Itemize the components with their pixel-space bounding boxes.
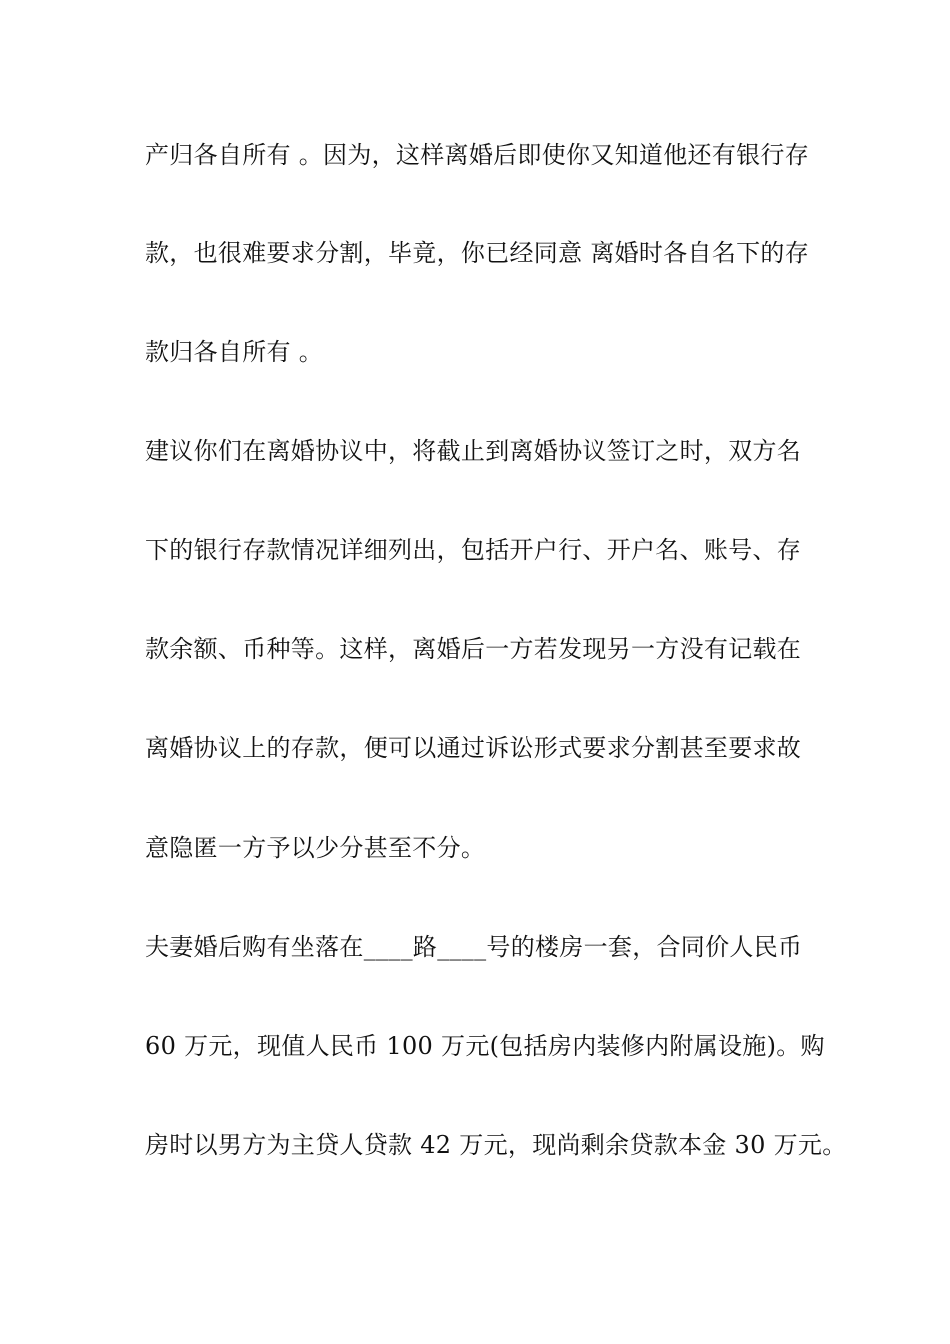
- paragraph-line: 60 万元，现值人民币 100 万元(包括房内装修内附属设施)。购: [145, 1032, 825, 1060]
- paragraph-line: 夫妻婚后购有坐落在____路____号的楼房一套，合同价人民币: [145, 933, 803, 961]
- paragraph-line: 离婚协议上的存款，便可以通过诉讼形式要求分割甚至要求故: [145, 734, 802, 762]
- paragraph-line: 款余额、币种等。这样，离婚后一方若发现另一方没有记载在: [145, 635, 802, 663]
- paragraph-line: 房时以男方为主贷人贷款 42 万元，现尚剩余贷款本金 30 万元。: [145, 1131, 847, 1159]
- paragraph-line: 下的银行存款情况详细列出，包括开户行、开户名、账号、存: [145, 536, 802, 564]
- paragraph-line: 意隐匿一方予以少分甚至不分。: [145, 834, 486, 862]
- paragraph-line: 产归各自所有 。因为，这样离婚后即使你又知道他还有银行存: [145, 141, 810, 169]
- paragraph-line: 款归各自所有 。: [145, 338, 324, 366]
- paragraph-line: 建议你们在离婚协议中，将截止到离婚协议签订之时，双方名: [145, 437, 802, 465]
- paragraph-line: 款，也很难要求分割，毕竟，你已经同意 离婚时各自名下的存: [145, 239, 810, 267]
